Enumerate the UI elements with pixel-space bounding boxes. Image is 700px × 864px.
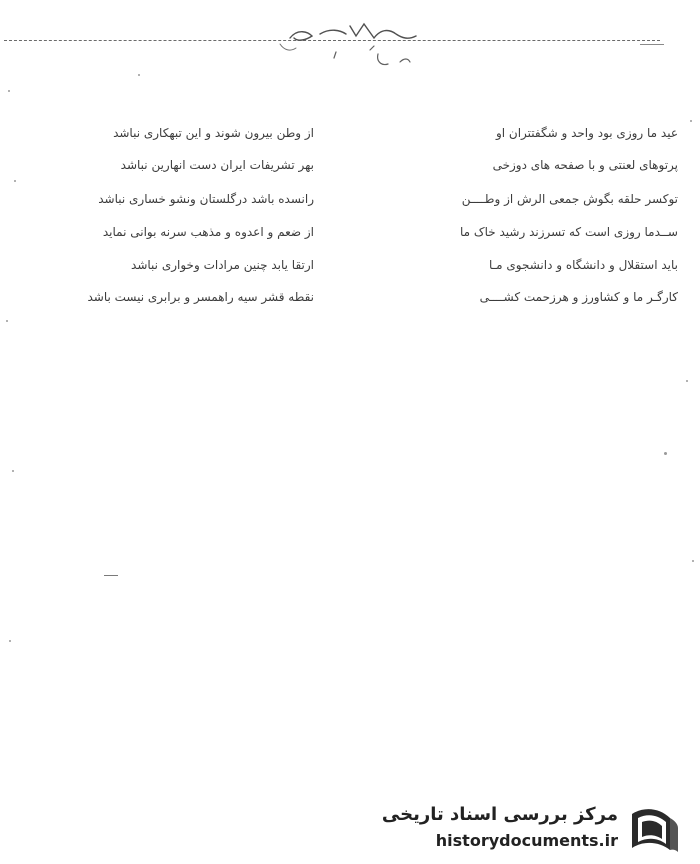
scan-speck bbox=[686, 380, 688, 382]
scan-speck bbox=[664, 452, 667, 455]
verse-right-line-6: کارگـر ما و کشاورز و هرزحمت کشــــی bbox=[479, 290, 678, 304]
verse-right-line-2: پرتوهای لعنتی و با صفحه های دوزخی bbox=[492, 158, 678, 172]
stray-pen-mark bbox=[104, 575, 118, 576]
watermark-logo bbox=[381, 800, 690, 860]
verse-right-line-1: عید ما روزی بود واحد و شگفتتران او bbox=[495, 126, 678, 140]
watermark-title: مرکز بررسی اسناد تاریخی bbox=[381, 804, 618, 825]
scan-speck bbox=[8, 90, 10, 92]
verse-left-line-6: نقطه قشر سیه راهمسر و برابری نیست باشد bbox=[87, 290, 314, 304]
scan-speck bbox=[138, 74, 140, 76]
verse-right-line-3: توکسر حلقه بگوش جمعی الرش از وطــــن bbox=[461, 192, 678, 206]
scan-speck bbox=[12, 470, 14, 472]
handwritten-header-icon bbox=[250, 14, 440, 74]
scan-speck bbox=[14, 180, 16, 182]
verse-right-line-4: ســدما روزی است که تسرزند رشید خاک ما bbox=[459, 225, 678, 239]
scan-speck bbox=[6, 320, 8, 322]
verse-left-line-3: رانسده باشد درگلستان ونشو خساری نباشد bbox=[98, 192, 314, 206]
verse-left-line-2: بهر تشریفات ایران دست انهارین نباشد bbox=[120, 158, 314, 172]
watermark-url: historydocuments.ir bbox=[435, 831, 618, 850]
scan-speck bbox=[9, 640, 11, 642]
verse-right-line-5: باید استقلال و دانشگاه و دانشجوی مـا bbox=[488, 258, 678, 272]
verse-left-line-5: ارتقا یابد چنین مرادات وخواری نباشد bbox=[131, 258, 314, 272]
book-pages-icon bbox=[626, 804, 682, 856]
verse-left-line-1: از وطن بیرون شوند و این تبهکاری نباشد bbox=[113, 126, 314, 140]
scan-speck bbox=[692, 560, 694, 562]
scan-speck bbox=[690, 120, 692, 122]
header-rule-tail bbox=[640, 44, 664, 45]
verse-left-line-4: از ضعم و اعدوه و مذهب سرنه بوانی نماید bbox=[102, 225, 314, 239]
